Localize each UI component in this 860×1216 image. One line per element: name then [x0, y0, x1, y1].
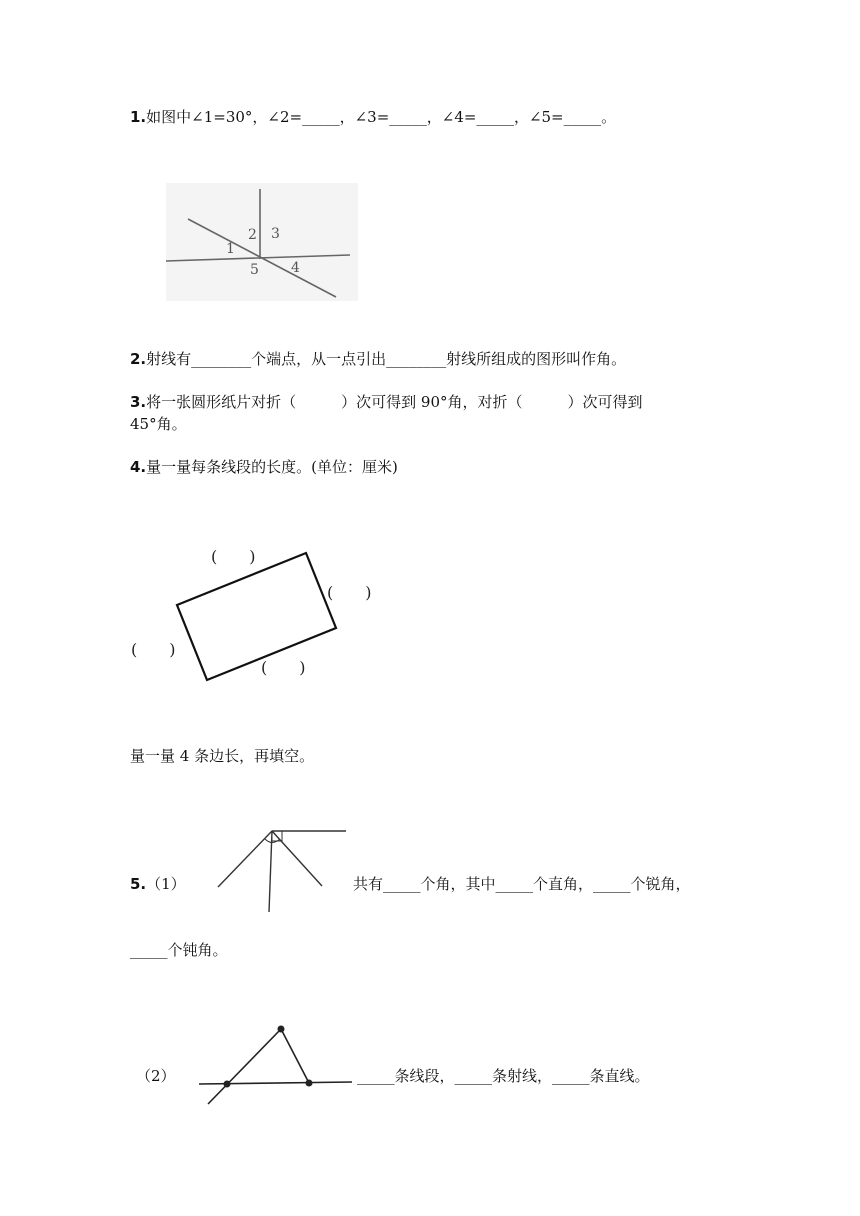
ray-through-triangle — [208, 1029, 281, 1104]
question-5-part-1-text-2: _____个钝角。 — [130, 941, 228, 959]
question-number: 5. — [130, 875, 147, 893]
angle-label-5: 5 — [250, 262, 259, 278]
question-4 — [130, 457, 398, 477]
question-number: 1. — [130, 108, 147, 126]
segment-right — [281, 1029, 309, 1083]
question-number: 3. — [130, 393, 147, 411]
question-3 — [130, 392, 643, 412]
figure-background — [166, 183, 358, 301]
question-number: 2. — [130, 350, 147, 368]
point-left — [224, 1081, 231, 1088]
figure-angles-rays — [210, 822, 355, 917]
angle-label-1: 1 — [226, 241, 235, 257]
question-text: 如图中∠1=30°，∠2=_____，∠3=_____，∠4=_____，∠5=_____。 — [146, 108, 617, 126]
down-ray — [269, 831, 272, 912]
question-1 — [130, 107, 616, 127]
angle-label-2: 2 — [248, 227, 257, 243]
answer-paren-right: ( ) — [327, 583, 372, 602]
figure-triangle-lines — [195, 1020, 360, 1110]
question-5-part-2-text: _____条线段，_____条射线，_____条直线。 — [357, 1067, 650, 1085]
question-3-line-2: 45°角。 — [130, 415, 187, 433]
figure-angles-1-5 — [160, 183, 360, 303]
question-5-part-1-text: 共有_____个角，其中_____个直角，_____个锐角， — [353, 875, 691, 893]
answer-paren-top: ( ) — [211, 547, 256, 566]
straight-line — [199, 1082, 352, 1084]
question-4-caption: 量一量 4 条边长，再填空。 — [130, 747, 315, 765]
answer-paren-left: ( ) — [131, 640, 176, 659]
point-top — [278, 1026, 285, 1033]
left-ray — [218, 831, 272, 887]
figure-rectangle — [125, 540, 405, 690]
part-2-label: （2） — [136, 1067, 176, 1085]
question-text: 射线有________个端点，从一点引出________射线所组成的图形叫作角。 — [146, 350, 627, 368]
angle-label-4: 4 — [291, 260, 300, 276]
answer-paren-bottom: ( ) — [261, 658, 306, 677]
part-1-label: （1） — [146, 875, 186, 893]
question-5-part-1-prefix — [130, 874, 186, 894]
angle-label-3: 3 — [271, 226, 280, 242]
rectangle-shape — [177, 553, 336, 680]
question-text-line-1: 将一张圆形纸片对折（ ）次可得到 90°角，对折（ ）次可得到 — [146, 393, 643, 411]
question-2 — [130, 349, 626, 369]
question-text: 量一量每条线段的长度。(单位：厘米) — [146, 458, 398, 476]
point-right — [306, 1080, 313, 1087]
question-number: 4. — [130, 458, 147, 476]
